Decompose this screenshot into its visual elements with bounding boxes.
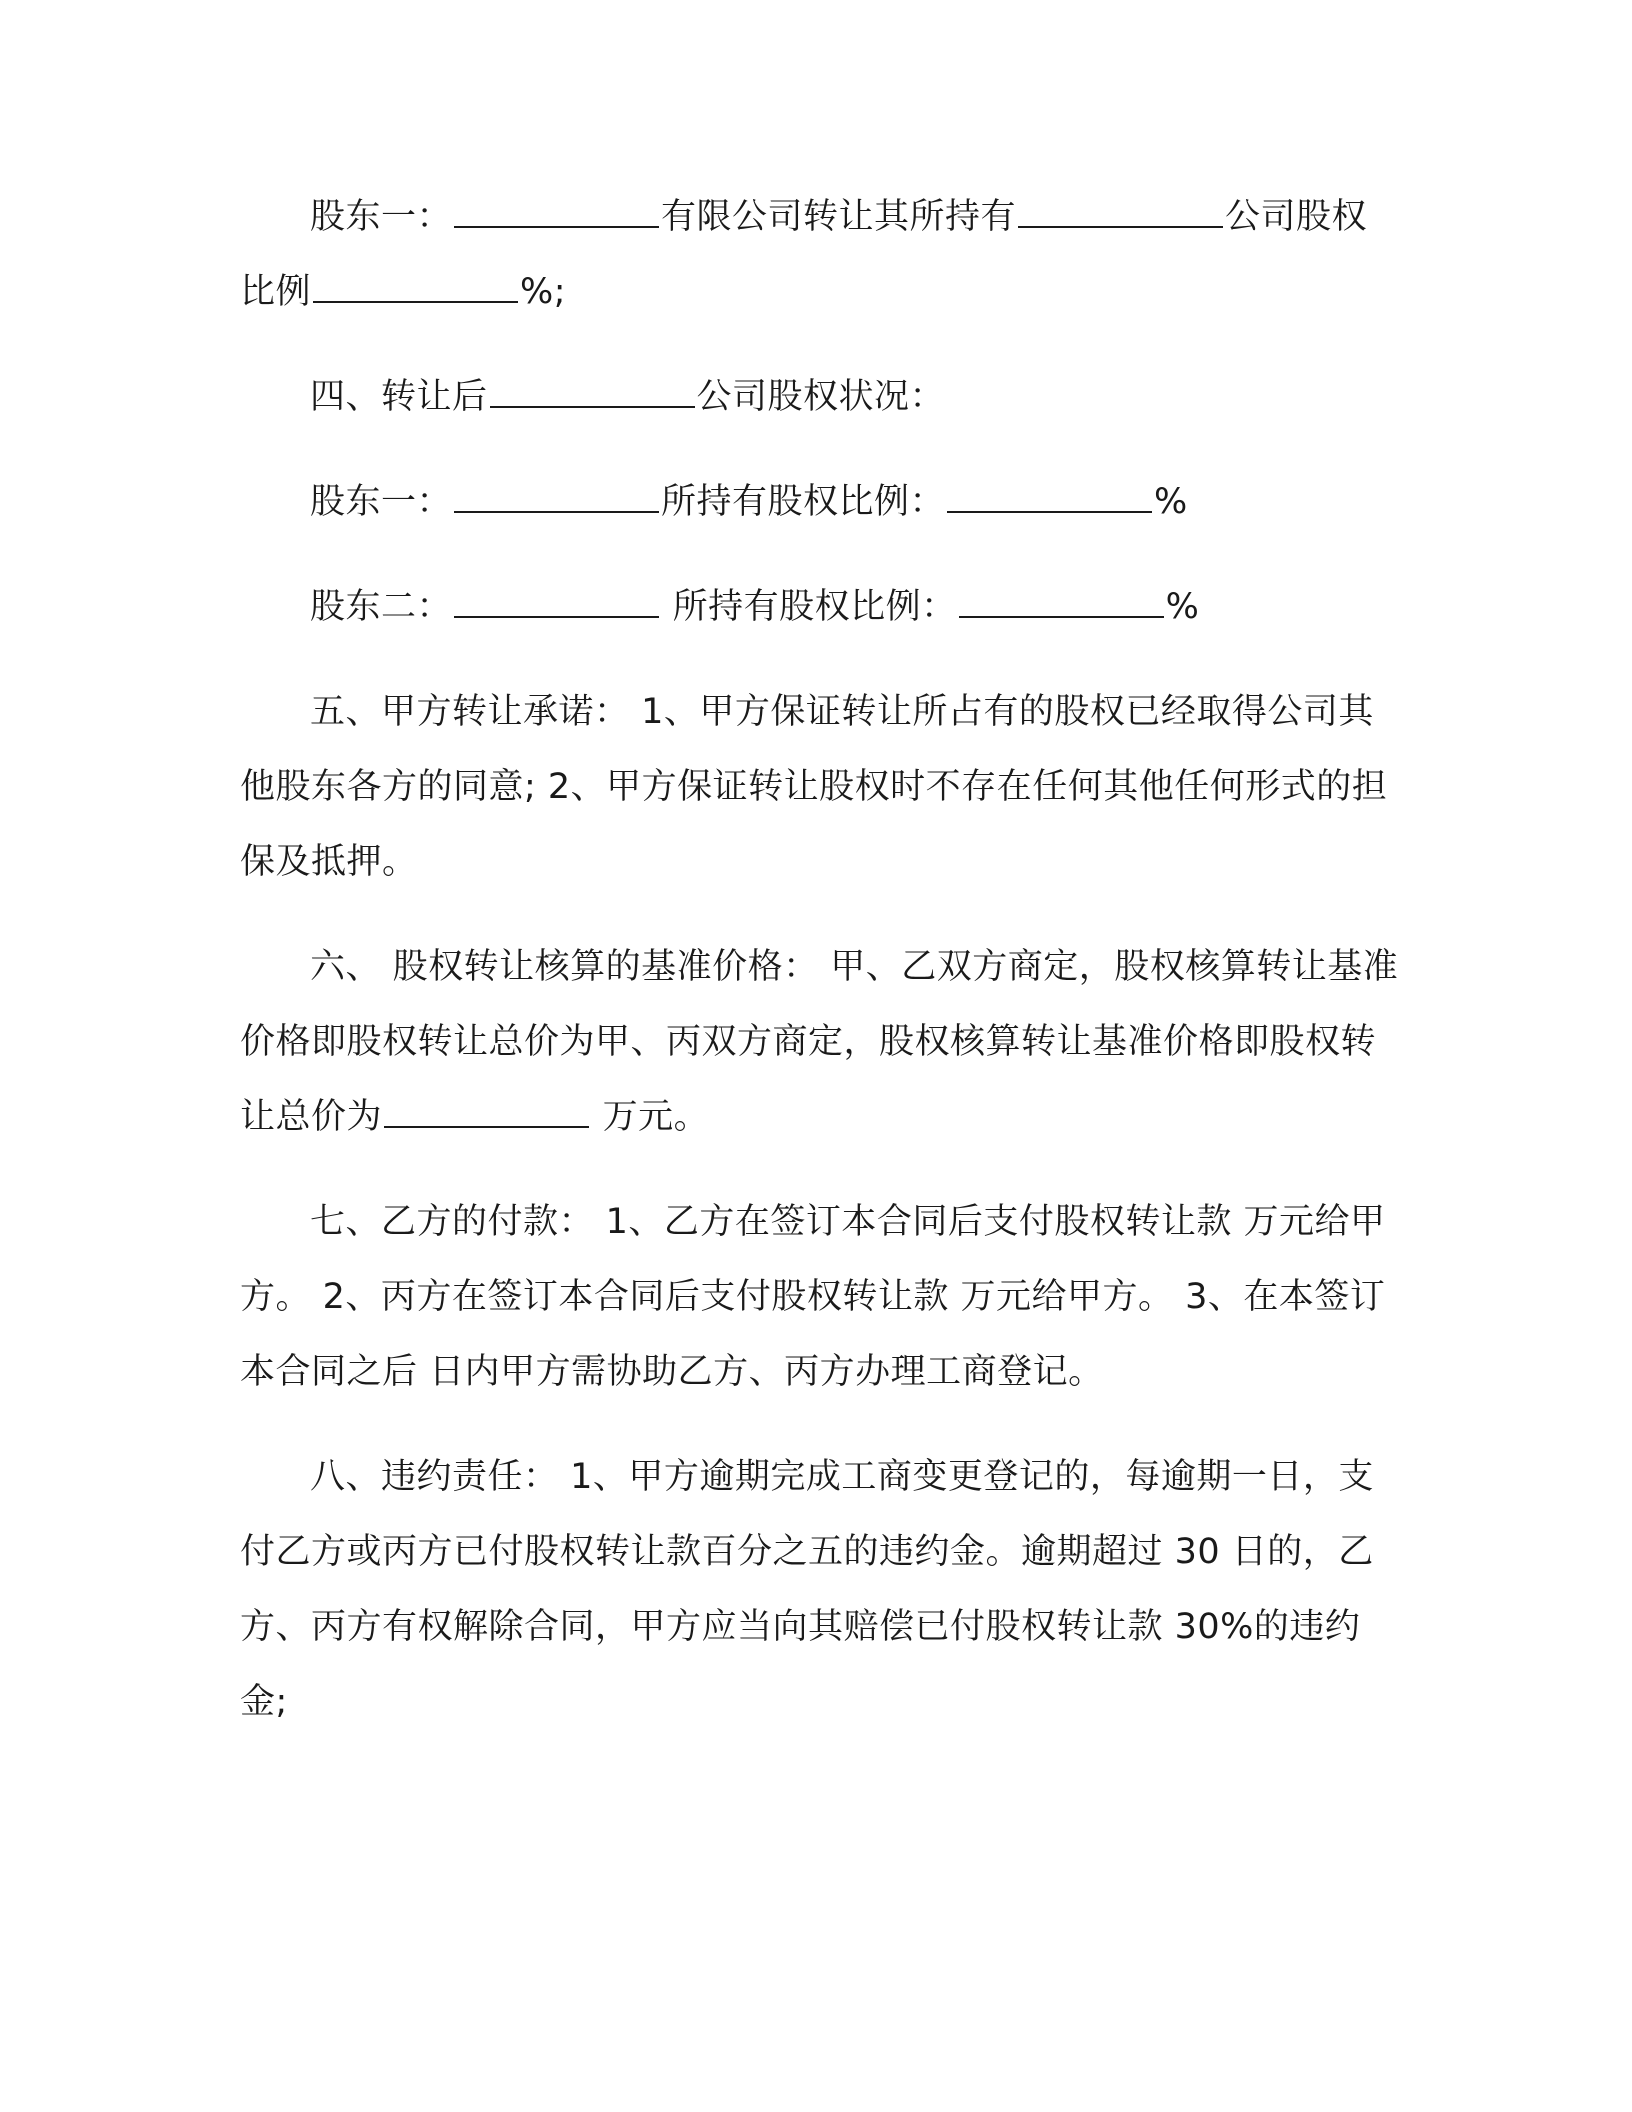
fill-in-blank[interactable] — [454, 477, 659, 513]
paragraph-text: 股东一： — [310, 197, 453, 237]
paragraph-text: 七、乙方的付款： 1、乙方在签订本合同后支付股权转让款 万元给甲方。 2、丙方在签订本合同后支付股权转让款 万元给甲方。 3、在本签订本合同之后 日内甲方需协助乙方、丙方办理工商登记。 — [240, 1202, 1386, 1392]
paragraph-text: 股东二： — [310, 587, 453, 627]
fill-in-blank[interactable] — [490, 372, 695, 408]
paragraph-shareholder-one-transfer — [240, 180, 1400, 330]
fill-in-blank[interactable] — [454, 192, 659, 228]
paragraph-after-shareholder-two — [240, 570, 1400, 645]
paragraph-section-eight — [240, 1440, 1400, 1740]
paragraph-text: % — [1165, 587, 1200, 627]
paragraph-text: 公司股权状况： — [696, 377, 946, 417]
paragraph-text: 所持有股权比例： — [661, 587, 957, 627]
paragraph-section-seven — [240, 1185, 1400, 1410]
paragraph-text: 四、转让后 — [310, 377, 488, 417]
paragraph-text: % — [1154, 482, 1188, 522]
paragraph-text: 六、 股权转让核算的基准价格： 甲、乙双方商定，股权核算转让基准价格即股权转让总价为甲、丙双方商定，股权核算转让基准价格即股权转让总价为 — [240, 947, 1399, 1137]
fill-in-blank[interactable] — [384, 1092, 589, 1128]
fill-in-blank[interactable] — [313, 267, 518, 303]
paragraph-text: 万元。 — [591, 1097, 710, 1137]
paragraph-text: 股东一： — [310, 482, 453, 522]
paragraph-text: 五、甲方转让承诺： 1、甲方保证转让所占有的股权已经取得公司其他股东各方的同意; 2、甲方保证转让股权时不存在任何其他任何形式的担保及抵押。 — [240, 692, 1388, 882]
fill-in-blank[interactable] — [947, 477, 1152, 513]
paragraph-text: 八、违约责任： 1、甲方逾期完成工商变更登记的，每逾期一日，支付乙方或丙方已付股权转让款百分之五的违约金。逾期超过 30 日的，乙方、丙方有权解除合同，甲方应当向其赔偿已付股权转让款 30%的违约金; — [240, 1457, 1374, 1722]
paragraph-text: 公司股权比例 — [240, 197, 1368, 312]
paragraph-section-six — [240, 930, 1400, 1155]
document-body — [240, 180, 1400, 1770]
fill-in-blank[interactable] — [959, 582, 1164, 618]
paragraph-section-four-heading — [240, 360, 1400, 435]
paragraph-text: 所持有股权比例： — [661, 482, 946, 522]
fill-in-blank[interactable] — [454, 582, 659, 618]
paragraph-section-five — [240, 675, 1400, 900]
paragraph-after-shareholder-one — [240, 465, 1400, 540]
fill-in-blank[interactable] — [1018, 192, 1223, 228]
paragraph-text: %; — [520, 272, 567, 312]
paragraph-text: 有限公司转让其所持有 — [661, 197, 1017, 237]
